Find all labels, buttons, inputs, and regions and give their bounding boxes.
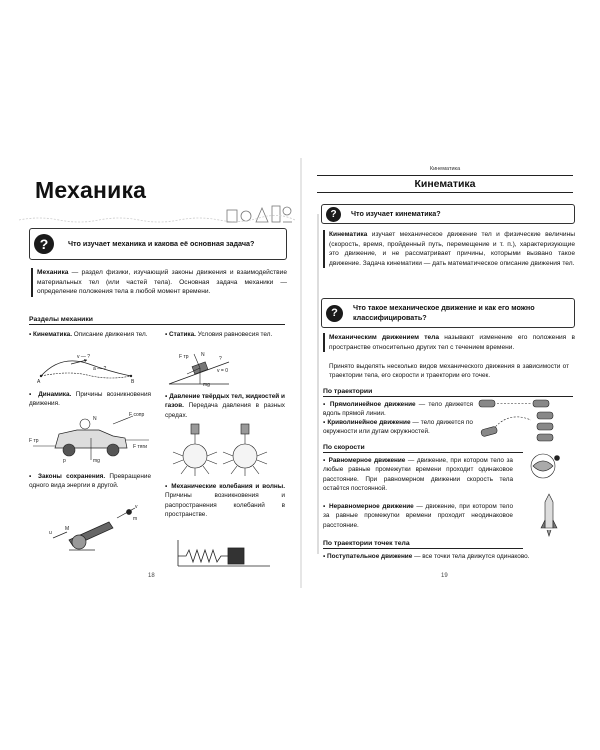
kin-b-point: B xyxy=(131,379,135,385)
stat-mg-label: mg xyxy=(203,382,210,388)
translational-term: Поступательное движение xyxy=(327,553,413,560)
dynamics-item: ▪ Динамика. Причины возникновения движения. xyxy=(29,391,151,408)
dyn-p-label: p xyxy=(63,458,66,464)
nonuniform-item: ▪ Неравномерное движение — движение, при котором тело за равные промежутки времени проходит неодинаковое расстояние. xyxy=(323,503,513,529)
curvilinear-item: ▪ Криволинейное движение — тело движется по окружности или дугам окружностей. xyxy=(323,419,473,436)
oscillation-item: ▪ Механические колебания и волны. Причины возникновения и распространения колебаний в пространстве. xyxy=(165,483,285,518)
book-spine xyxy=(300,158,302,588)
oscillation-term: Механические колебания и волны. xyxy=(171,483,285,490)
rectilinear-term: Прямолинейное движение xyxy=(329,401,416,408)
conservation-item: ▪ Законы сохранения. Превращение одного вида энергии в другой. xyxy=(29,473,152,490)
pressure-figure xyxy=(169,422,279,478)
cons-v-label: v xyxy=(135,504,138,510)
running-head: Кинематика xyxy=(429,166,461,172)
definition-text: изучает механическое движение тел и физические величины (скорость, время, пройденный путь, перемещение и т. п.), характеризующие это движение, и не рассматривает причины, которыми вызвано такое движение. Задача кинематики — дать математическое описание движения тел. xyxy=(329,231,575,267)
nonuniform-text: — движение, при котором тело за равные промежутки времени проходит неодинаковое расстояние. xyxy=(323,503,513,529)
conservation-term: Законы сохранения. xyxy=(38,473,106,480)
dynamics-term: Динамика. xyxy=(38,391,72,398)
kinematics-figure xyxy=(31,350,149,384)
statics-item: ▪ Статика. Условия равновесия тел. xyxy=(165,331,273,338)
left-page xyxy=(19,160,295,585)
definition-text: — раздел физики, изучающий законы движения и взаимодействие материальных тел (или частей тела). Основная задача механики — определение положения тела в любой момент времени. xyxy=(37,269,287,296)
dyn-ftyagi-label: F тяги xyxy=(133,444,148,450)
kin-v-label: v — ? xyxy=(77,354,91,360)
mechanics-definition xyxy=(31,268,287,297)
pressure-text: Передача давления в разных средах. xyxy=(165,402,285,419)
question-box-1 xyxy=(321,204,575,224)
pressure-term: Давление твёрдых тел, жидкостей и газов. xyxy=(165,393,285,410)
cons-m-label: m xyxy=(133,516,138,522)
wavy-divider xyxy=(19,214,295,224)
running-head-rule xyxy=(317,175,573,176)
question-text: Что изучает механика и какова её основная задача? xyxy=(68,238,255,248)
definition-term: Кинематика xyxy=(329,231,368,238)
cons-bigm-label: M xyxy=(65,526,70,532)
dyn-n-label: N xyxy=(93,416,97,422)
definition-term: Механическим движением тела xyxy=(329,334,440,341)
page-number: 18 xyxy=(148,573,155,579)
stat-v0-label: v = 0 xyxy=(217,368,228,374)
rectilinear-text: — тело движется вдоль прямой линии. xyxy=(323,401,473,418)
stat-q-label: ? xyxy=(219,356,222,362)
by-speed-heading: По скорости xyxy=(323,444,523,453)
curvilinear-term: Криволинейное движение xyxy=(327,419,411,426)
statics-figure xyxy=(169,352,279,388)
sections-heading: Разделы механики xyxy=(29,316,285,325)
uniform-text: — движение, при котором тело за любые равные промежутки времени проходит одинаковое расстояние. При равномерном движении скорость тела остаётся постоянной. xyxy=(323,457,513,492)
uniform-item: ▪ Равномерное движение — движение, при котором тело за любые равные промежутки времени проходит одинаковое расстояние. При равномерном движении скорость тела остаётся постоянной. xyxy=(323,457,513,492)
car-trajectory-figure xyxy=(477,396,573,442)
statics-text: Условия равновесия тел. xyxy=(195,331,273,338)
question-icon: ? xyxy=(326,207,341,222)
kinematics-definition xyxy=(323,230,575,268)
by-trajectory-heading: По траектории xyxy=(323,388,573,397)
question-box-2 xyxy=(321,298,575,328)
rectilinear-item: ▪ Прямолинейное движение — тело движется вдоль прямой линии. xyxy=(323,401,473,418)
stat-n-label: N xyxy=(201,352,205,358)
kinematics-term: Кинематика. xyxy=(33,331,72,338)
kinematics-text: Описание движения тел. xyxy=(72,331,148,338)
cons-u-label: u xyxy=(49,530,52,536)
nonuniform-term: Неравномерное движение xyxy=(328,503,414,510)
kin-a-label: a — ? xyxy=(93,366,107,372)
uniform-term: Равномерное движение xyxy=(328,457,406,464)
oscillation-figure xyxy=(174,538,274,568)
definition-text: называют изменение его положения в пространстве относительно других тел с течением времени. xyxy=(329,334,575,351)
question-box xyxy=(29,228,287,260)
curvilinear-text: — тело движется по окружности или дугам окружностей. xyxy=(323,419,473,436)
pressure-item: ▪ Давление твёрдых тел, жидкостей и газов. Передача давления в разных средах. xyxy=(165,393,285,419)
question-icon: ? xyxy=(34,234,54,254)
question-text: Что изучает кинематика? xyxy=(351,208,441,218)
translational-text: — все точки тела движутся одинаково. xyxy=(412,553,530,560)
motion-definition xyxy=(323,333,575,352)
definition-term: Механика xyxy=(37,269,69,276)
page-number: 19 xyxy=(441,573,448,579)
dynamics-figure xyxy=(29,410,153,462)
dyn-fsopr-label: F сопр xyxy=(129,412,145,418)
speed-figure xyxy=(519,452,573,536)
question-icon: ? xyxy=(326,305,343,322)
dyn-mg-label: mg xyxy=(93,458,100,464)
kinematics-item: ▪ Кинематика. Описание движения тел. xyxy=(29,331,148,338)
translational-item: ▪ Поступательное движение — все точки тела движутся одинаково. xyxy=(323,553,530,560)
dyn-ftr-label: F тр xyxy=(29,438,39,444)
motion-extra: Принято выделять несколько видов механического движения в зависимости от траектории тела, его скорости и траектории его точек. xyxy=(329,363,569,380)
side-rule xyxy=(317,214,319,554)
page-title: Кинематика xyxy=(317,178,573,193)
stat-ftr-label: F тр xyxy=(179,354,189,360)
page-title: Механика xyxy=(35,177,147,203)
statics-term: Статика. xyxy=(169,331,196,338)
by-points-heading: По траектории точек тела xyxy=(323,540,523,549)
kin-a-point: A xyxy=(37,379,41,385)
conservation-text: Превращение одного вида энергии в другой. xyxy=(29,473,152,490)
oscillation-text: Причины возникновения и распространения колебаний в пространстве. xyxy=(165,492,285,518)
conservation-figure xyxy=(49,502,149,552)
question-text: Что такое механическое движение и как его можно классифицировать? xyxy=(353,302,535,322)
right-page xyxy=(307,160,583,585)
dynamics-text: Причины возникновения движения. xyxy=(29,391,151,408)
